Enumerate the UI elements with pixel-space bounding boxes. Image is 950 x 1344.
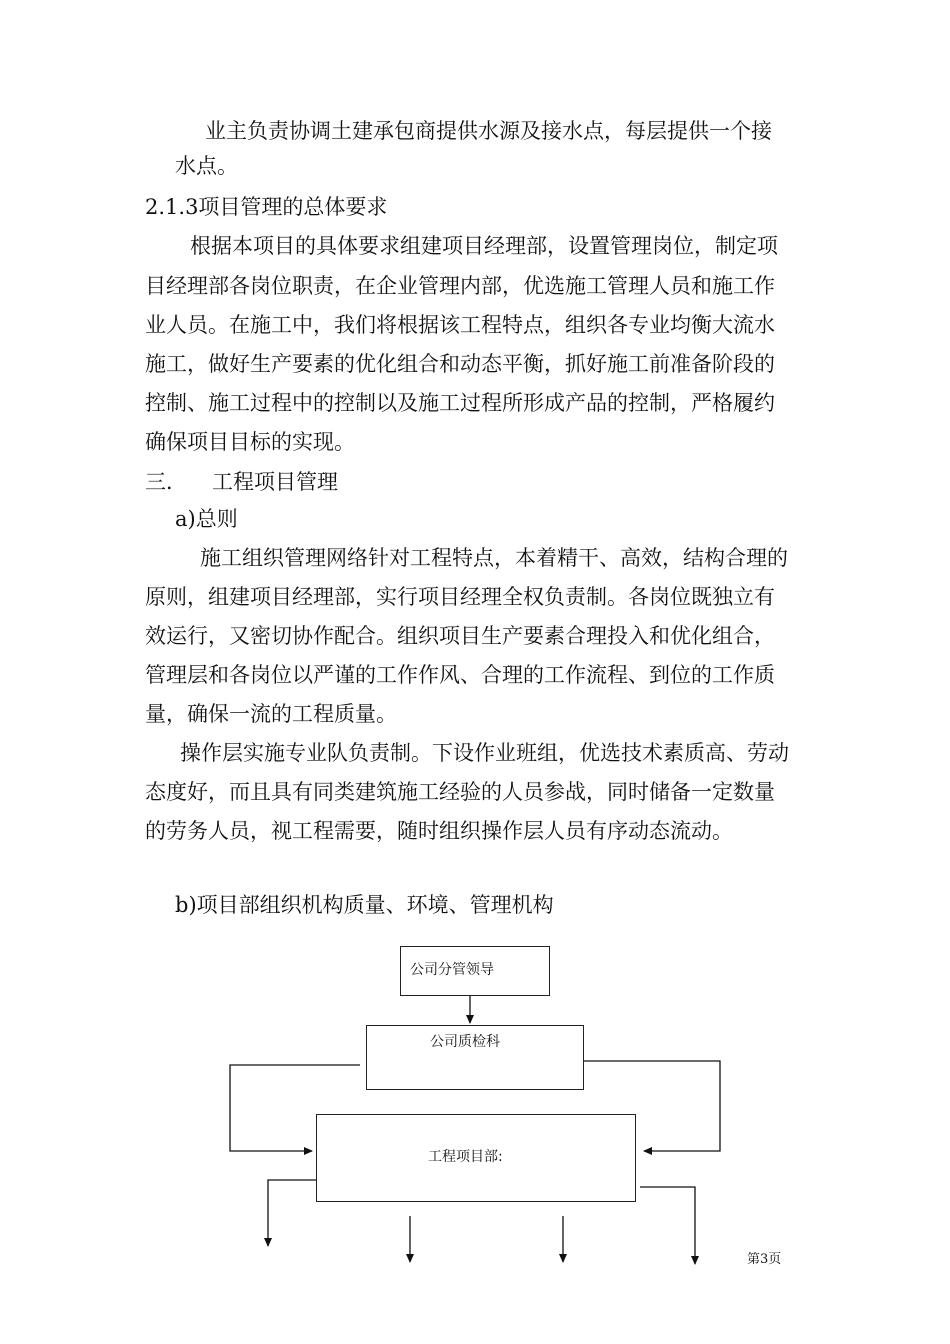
paragraph-line: 原则，组建项目经理部，实行项目经理全权负责制。各岗位既独立有 <box>145 585 775 609</box>
paragraph-line: 效运行，又密切协作配合。组织项目生产要素合理投入和优化组合， <box>145 624 775 648</box>
connector-arrow <box>640 1187 695 1264</box>
section-heading: 2.1.3项目管理的总体要求 <box>145 195 388 219</box>
paragraph-line: 水点。 <box>175 154 238 178</box>
box-quality-dept-label: 公司质检科 <box>430 1034 500 1050</box>
box-company-leader-label: 公司分管领导 <box>410 962 494 978</box>
paragraph-line: 操作层实施专业队负责制。下设作业班组，优选技术素质高、劳动 <box>180 741 789 765</box>
paragraph-line: 态度好，而且具有同类建筑施工经验的人员参战，同时储备一定数量 <box>145 780 775 804</box>
paragraph-line: 量，确保一流的工程质量。 <box>145 702 397 726</box>
page-number: 第3页 <box>747 1252 782 1267</box>
paragraph-line: 的劳务人员，视工程需要，随时组织操作层人员有序动态流动。 <box>145 819 733 843</box>
paragraph-line: 施工，做好生产要素的优化组合和动态平衡，抓好施工前准备阶段的 <box>145 352 775 376</box>
chapter-title: 工程项目管理 <box>212 470 338 494</box>
subsection-heading: a)总则 <box>175 507 238 531</box>
connector-arrow <box>268 1180 316 1246</box>
paragraph-line: 施工组织管理网络针对工程特点，本着精干、高效，结构合理的 <box>200 546 788 570</box>
paragraph-line: 目经理部各岗位职责，在企业管理内部，优选施工管理人员和施工作 <box>145 274 775 298</box>
paragraph-line: 管理层和各岗位以严谨的工作作风、合理的工作流程、到位的工作质 <box>145 663 775 687</box>
chapter-number: 三． <box>145 470 187 494</box>
paragraph-line: 确保项目目标的实现。 <box>145 430 355 454</box>
paragraph-line: 业人员。在施工中，我们将根据该工程特点，组织各专业均衡大流水 <box>145 313 775 337</box>
paragraph-line: 根据本项目的具体要求组建项目经理部，设置管理岗位，制定项 <box>190 234 778 258</box>
subsection-heading: b)项目部组织机构质量、环境、管理机构 <box>175 893 554 917</box>
paragraph-line: 业主负责协调土建承包商提供水源及接水点，每层提供一个接 <box>205 119 772 143</box>
paragraph-line: 控制、施工过程中的控制以及施工过程所形成产品的控制，严格履约 <box>145 391 775 415</box>
box-project-dept-label: 工程项目部: <box>428 1149 503 1165</box>
